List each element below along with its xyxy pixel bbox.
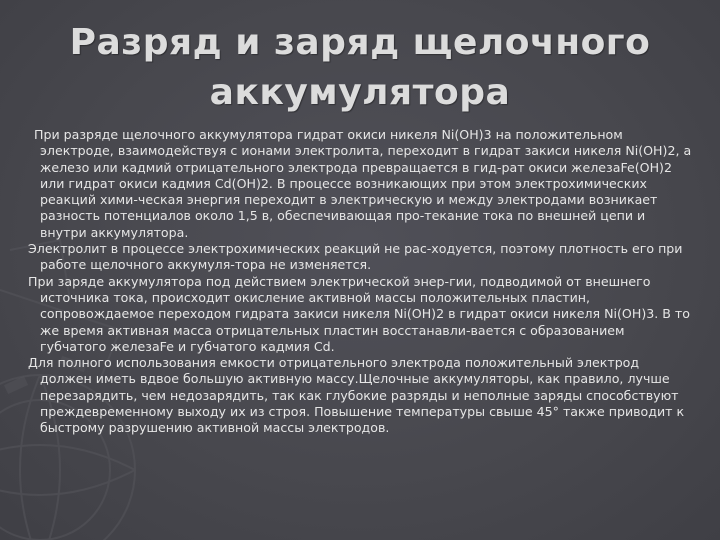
slide-title-line-1: Разряд и заряд щелочного <box>69 22 651 63</box>
paragraph-discharge: При разряде щелочного аккумулятора гидрат окиси никеля Ni(OH)3 на положительном электроде, взаимодействуя с ионами электролита, переходит в гидрат закиси никеля Ni(OH)2, а железо или кадмий отрицательного электрода превращается в гид-рат окиси железаFe(OH)2 или гидрат окиси кадмия Cd(OH)2. В процессе возникающих при этом электрохимических реакций хими-ческая энергия переходит в электрическую и между электродами возникает разность потенциалов около 1,5 в, обеспечивающая про-текание тока по внешней цепи и внутри аккумулятора. <box>34 127 692 240</box>
slide-title <box>60 18 660 118</box>
slide-body <box>28 127 694 437</box>
paragraph-charge: При заряде аккумулятора под действием электрической энер-гии, подводимой от внешнего источника тока, происходит окисление активной массы положительных пластин, сопровождаемое переходом гидрата закиси никеля Ni(OH)2 в гидрат окиси никеля Ni(OH)3. В то же время активная масса отрицательных пластин восстанавли-вается с образованием губчатого железаFe и губчатого кадмия Cd. <box>28 273 690 354</box>
paragraph-electrolyte: Электролит в процессе электрохимических реакций не рас-ходуется, поэтому плотность его при работе щелочного аккумуля-тора не изменяется. <box>28 241 683 273</box>
paragraph-capacity: Для полного использования емкости отрицательного электрода положительный электрод должен иметь вдвое большую активную массу.Щелочные аккумуляторы, как правило, лучше перезарядить, чем недозарядить, так как глубокие разряды и неполные заряды способствуют преждевременному выходу их из строя. Повышение температуры свыше 45° также приводит к быстрому разрушению активной массы электродов. <box>28 355 685 436</box>
slide-title-line-2: аккумулятора <box>209 72 511 113</box>
